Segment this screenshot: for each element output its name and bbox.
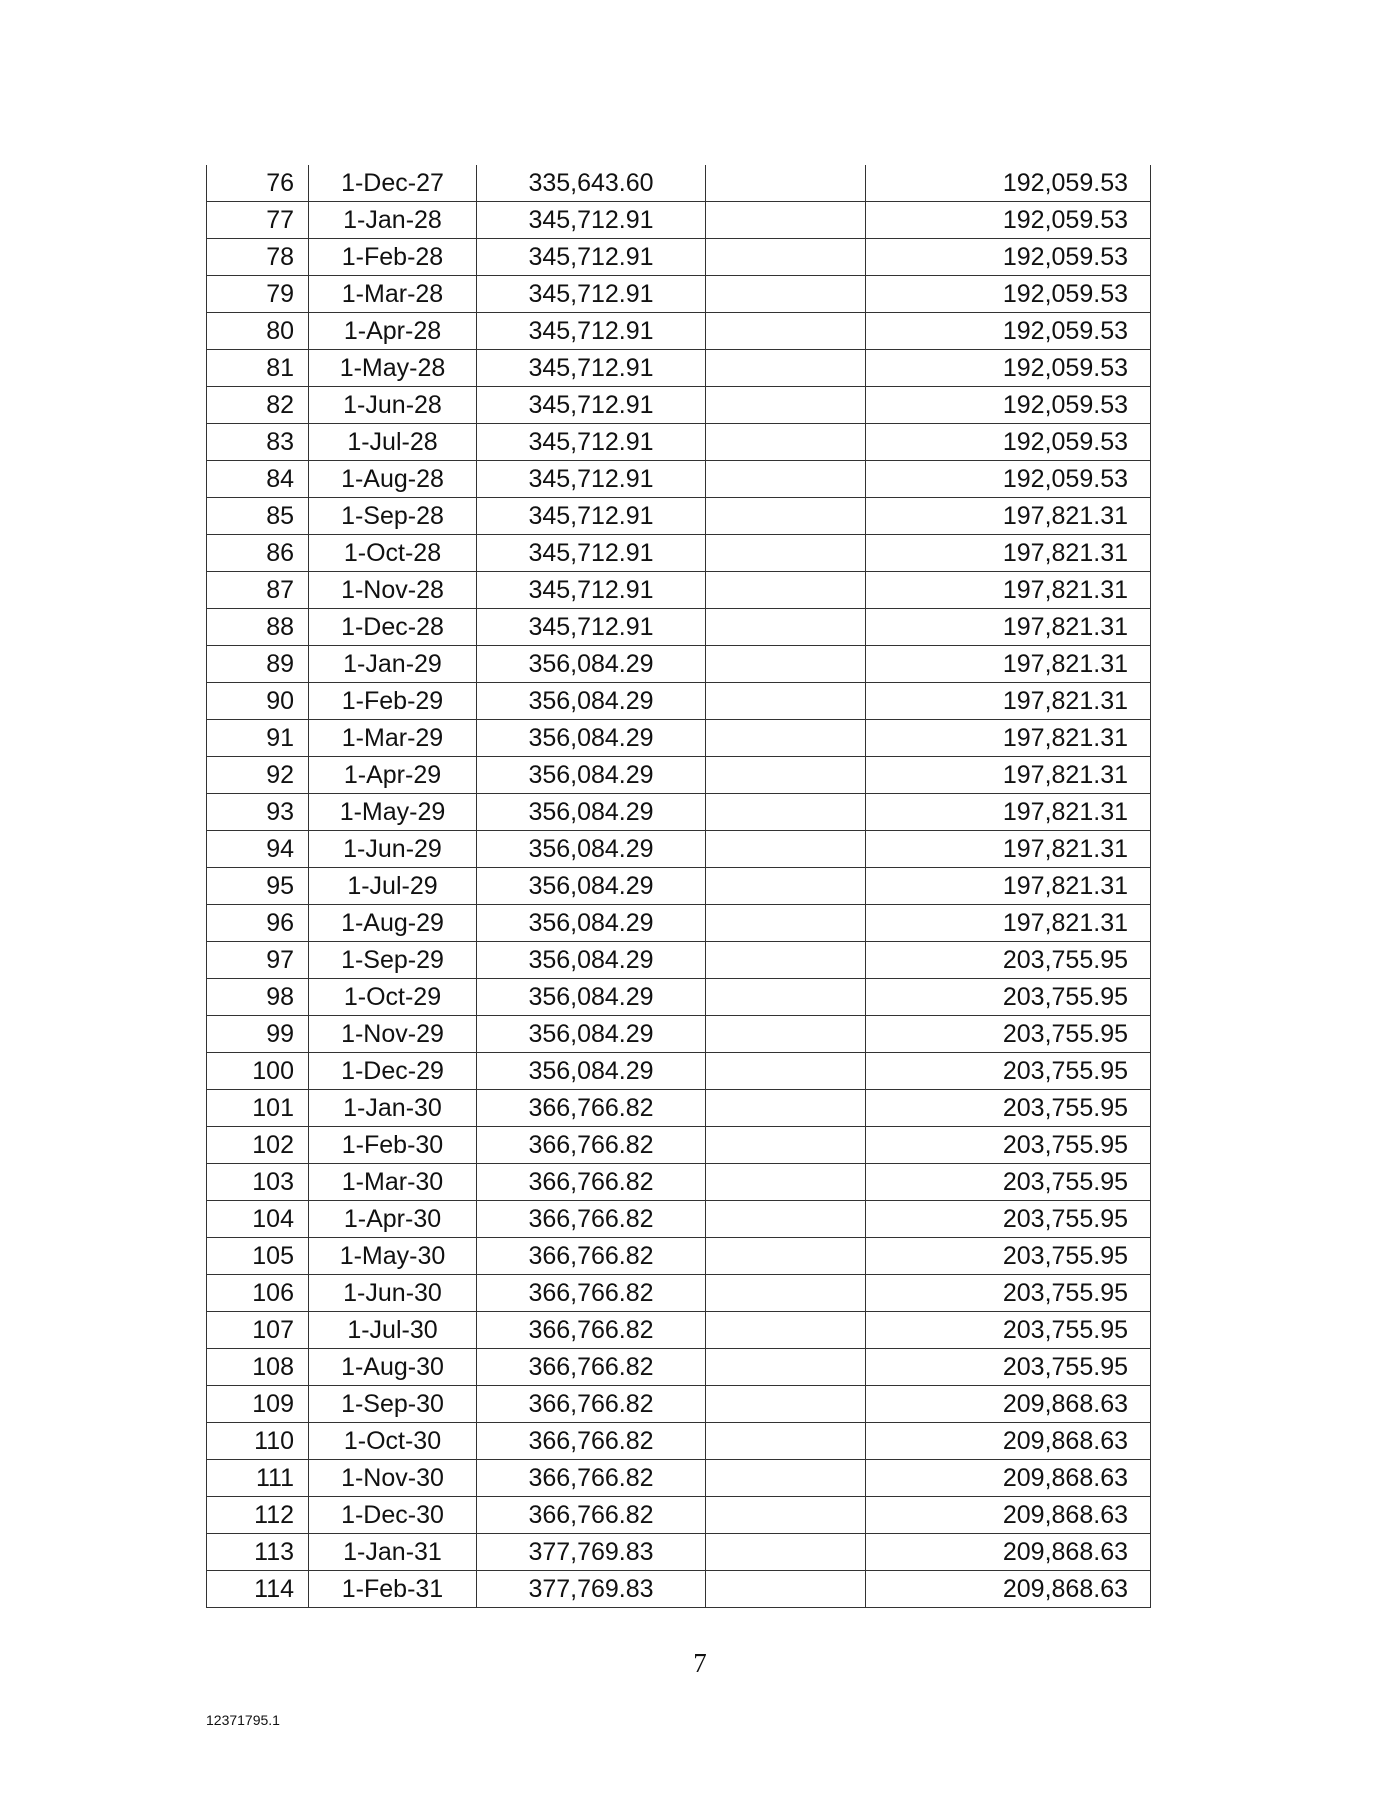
amount-cell: 366,766.82 — [477, 1238, 706, 1275]
amount-2-cell: 192,059.53 — [866, 313, 1151, 350]
table-row — [207, 572, 1151, 609]
amount-2-cell: 209,868.63 — [866, 1460, 1151, 1497]
table-row — [207, 1090, 1151, 1127]
amount-2-cell: 209,868.63 — [866, 1423, 1151, 1460]
amount-2-cell: 203,755.95 — [866, 1349, 1151, 1386]
table-row — [207, 1127, 1151, 1164]
amount-cell: 366,766.82 — [477, 1090, 706, 1127]
empty-cell — [706, 1312, 866, 1349]
table-row — [207, 1016, 1151, 1053]
date-cell: 1-Jul-28 — [309, 424, 477, 461]
row-number-cell: 78 — [207, 239, 309, 276]
amount-2-cell: 203,755.95 — [866, 1238, 1151, 1275]
amount-cell: 345,712.91 — [477, 202, 706, 239]
empty-cell — [706, 535, 866, 572]
row-number-cell: 101 — [207, 1090, 309, 1127]
date-cell: 1-Nov-29 — [309, 1016, 477, 1053]
row-number-cell: 88 — [207, 609, 309, 646]
table-row — [207, 1497, 1151, 1534]
table-row — [207, 276, 1151, 313]
date-cell: 1-Sep-29 — [309, 942, 477, 979]
amount-cell: 356,084.29 — [477, 979, 706, 1016]
empty-cell — [706, 1275, 866, 1312]
table-row — [207, 757, 1151, 794]
row-number-cell: 111 — [207, 1460, 309, 1497]
row-number-cell: 97 — [207, 942, 309, 979]
table-row — [207, 1238, 1151, 1275]
table-row — [207, 1053, 1151, 1090]
table-row — [207, 313, 1151, 350]
table-row — [207, 868, 1151, 905]
amount-cell: 345,712.91 — [477, 350, 706, 387]
empty-cell — [706, 350, 866, 387]
empty-cell — [706, 720, 866, 757]
amount-cell: 345,712.91 — [477, 498, 706, 535]
empty-cell — [706, 1127, 866, 1164]
amount-cell: 366,766.82 — [477, 1460, 706, 1497]
table-row — [207, 1386, 1151, 1423]
amount-cell: 366,766.82 — [477, 1201, 706, 1238]
date-cell: 1-May-29 — [309, 794, 477, 831]
table-row — [207, 1349, 1151, 1386]
date-cell: 1-Sep-30 — [309, 1386, 477, 1423]
row-number-cell: 82 — [207, 387, 309, 424]
table-row — [207, 165, 1151, 202]
document-id: 12371795.1 — [206, 1712, 280, 1728]
row-number-cell: 98 — [207, 979, 309, 1016]
table-row — [207, 461, 1151, 498]
amount-cell: 366,766.82 — [477, 1349, 706, 1386]
amount-cell: 366,766.82 — [477, 1275, 706, 1312]
amount-cell: 356,084.29 — [477, 683, 706, 720]
empty-cell — [706, 1460, 866, 1497]
empty-cell — [706, 979, 866, 1016]
amount-2-cell: 203,755.95 — [866, 1201, 1151, 1238]
date-cell: 1-Mar-29 — [309, 720, 477, 757]
amount-2-cell: 203,755.95 — [866, 979, 1151, 1016]
date-cell: 1-Feb-31 — [309, 1571, 477, 1608]
row-number-cell: 105 — [207, 1238, 309, 1275]
schedule-table — [206, 165, 1151, 1608]
table-row — [207, 239, 1151, 276]
row-number-cell: 102 — [207, 1127, 309, 1164]
date-cell: 1-Apr-28 — [309, 313, 477, 350]
table-row — [207, 424, 1151, 461]
amount-2-cell: 197,821.31 — [866, 572, 1151, 609]
date-cell: 1-Nov-30 — [309, 1460, 477, 1497]
row-number-cell: 108 — [207, 1349, 309, 1386]
date-cell: 1-Mar-30 — [309, 1164, 477, 1201]
date-cell: 1-Jan-28 — [309, 202, 477, 239]
empty-cell — [706, 831, 866, 868]
row-number-cell: 87 — [207, 572, 309, 609]
empty-cell — [706, 461, 866, 498]
amount-cell: 366,766.82 — [477, 1127, 706, 1164]
row-number-cell: 86 — [207, 535, 309, 572]
amount-2-cell: 209,868.63 — [866, 1386, 1151, 1423]
empty-cell — [706, 1497, 866, 1534]
row-number-cell: 85 — [207, 498, 309, 535]
date-cell: 1-Dec-28 — [309, 609, 477, 646]
amount-2-cell: 192,059.53 — [866, 202, 1151, 239]
amount-cell: 345,712.91 — [477, 535, 706, 572]
row-number-cell: 89 — [207, 646, 309, 683]
date-cell: 1-May-28 — [309, 350, 477, 387]
row-number-cell: 104 — [207, 1201, 309, 1238]
row-number-cell: 109 — [207, 1386, 309, 1423]
table-row — [207, 1423, 1151, 1460]
empty-cell — [706, 609, 866, 646]
table-row — [207, 1164, 1151, 1201]
table-row — [207, 498, 1151, 535]
empty-cell — [706, 498, 866, 535]
date-cell: 1-Oct-28 — [309, 535, 477, 572]
amount-2-cell: 192,059.53 — [866, 350, 1151, 387]
amount-2-cell: 209,868.63 — [866, 1571, 1151, 1608]
row-number-cell: 83 — [207, 424, 309, 461]
table-row — [207, 1534, 1151, 1571]
date-cell: 1-Apr-30 — [309, 1201, 477, 1238]
empty-cell — [706, 1164, 866, 1201]
amount-cell: 335,643.60 — [477, 165, 706, 202]
date-cell: 1-Apr-29 — [309, 757, 477, 794]
amount-2-cell: 197,821.31 — [866, 905, 1151, 942]
amount-2-cell: 197,821.31 — [866, 535, 1151, 572]
table-row — [207, 720, 1151, 757]
row-number-cell: 95 — [207, 868, 309, 905]
table-row — [207, 905, 1151, 942]
amount-2-cell: 203,755.95 — [866, 1312, 1151, 1349]
amount-2-cell: 203,755.95 — [866, 942, 1151, 979]
date-cell: 1-Aug-29 — [309, 905, 477, 942]
row-number-cell: 80 — [207, 313, 309, 350]
date-cell: 1-Jun-28 — [309, 387, 477, 424]
table-row — [207, 831, 1151, 868]
date-cell: 1-Feb-30 — [309, 1127, 477, 1164]
amount-cell: 377,769.83 — [477, 1571, 706, 1608]
row-number-cell: 100 — [207, 1053, 309, 1090]
amount-cell: 356,084.29 — [477, 757, 706, 794]
date-cell: 1-Jun-29 — [309, 831, 477, 868]
amount-2-cell: 192,059.53 — [866, 276, 1151, 313]
amount-cell: 356,084.29 — [477, 831, 706, 868]
amount-cell: 366,766.82 — [477, 1164, 706, 1201]
empty-cell — [706, 1201, 866, 1238]
amount-cell: 345,712.91 — [477, 461, 706, 498]
date-cell: 1-Oct-29 — [309, 979, 477, 1016]
date-cell: 1-Jul-30 — [309, 1312, 477, 1349]
empty-cell — [706, 1534, 866, 1571]
amount-2-cell: 203,755.95 — [866, 1016, 1151, 1053]
table-row — [207, 979, 1151, 1016]
row-number-cell: 94 — [207, 831, 309, 868]
empty-cell — [706, 276, 866, 313]
amount-2-cell: 203,755.95 — [866, 1127, 1151, 1164]
empty-cell — [706, 942, 866, 979]
date-cell: 1-Jun-30 — [309, 1275, 477, 1312]
date-cell: 1-Jul-29 — [309, 868, 477, 905]
empty-cell — [706, 387, 866, 424]
empty-cell — [706, 1238, 866, 1275]
amount-2-cell: 209,868.63 — [866, 1497, 1151, 1534]
amount-cell: 345,712.91 — [477, 609, 706, 646]
row-number-cell: 84 — [207, 461, 309, 498]
table-row — [207, 794, 1151, 831]
empty-cell — [706, 1571, 866, 1608]
amount-cell: 366,766.82 — [477, 1312, 706, 1349]
row-number-cell: 90 — [207, 683, 309, 720]
table-row — [207, 535, 1151, 572]
empty-cell — [706, 757, 866, 794]
date-cell: 1-Feb-29 — [309, 683, 477, 720]
empty-cell — [706, 1423, 866, 1460]
amount-cell: 366,766.82 — [477, 1423, 706, 1460]
table-row — [207, 609, 1151, 646]
table-row — [207, 646, 1151, 683]
amount-2-cell: 197,821.31 — [866, 831, 1151, 868]
row-number-cell: 99 — [207, 1016, 309, 1053]
page-number: 7 — [693, 1648, 707, 1678]
amount-2-cell: 192,059.53 — [866, 461, 1151, 498]
empty-cell — [706, 1090, 866, 1127]
empty-cell — [706, 239, 866, 276]
empty-cell — [706, 313, 866, 350]
empty-cell — [706, 794, 866, 831]
empty-cell — [706, 165, 866, 202]
date-cell: 1-Jan-29 — [309, 646, 477, 683]
row-number-cell: 79 — [207, 276, 309, 313]
date-cell: 1-Oct-30 — [309, 1423, 477, 1460]
row-number-cell: 110 — [207, 1423, 309, 1460]
amount-2-cell: 209,868.63 — [866, 1534, 1151, 1571]
date-cell: 1-Dec-30 — [309, 1497, 477, 1534]
row-number-cell: 114 — [207, 1571, 309, 1608]
empty-cell — [706, 424, 866, 461]
amount-2-cell: 192,059.53 — [866, 165, 1151, 202]
amount-cell: 356,084.29 — [477, 646, 706, 683]
amount-2-cell: 192,059.53 — [866, 387, 1151, 424]
schedule-table-body — [207, 165, 1151, 1608]
amount-cell: 356,084.29 — [477, 868, 706, 905]
table-row — [207, 1312, 1151, 1349]
amount-2-cell: 203,755.95 — [866, 1275, 1151, 1312]
amount-2-cell: 197,821.31 — [866, 609, 1151, 646]
amount-2-cell: 197,821.31 — [866, 794, 1151, 831]
amount-cell: 377,769.83 — [477, 1534, 706, 1571]
amount-2-cell: 192,059.53 — [866, 424, 1151, 461]
row-number-cell: 103 — [207, 1164, 309, 1201]
amount-cell: 345,712.91 — [477, 313, 706, 350]
date-cell: 1-Dec-27 — [309, 165, 477, 202]
row-number-cell: 93 — [207, 794, 309, 831]
row-number-cell: 92 — [207, 757, 309, 794]
row-number-cell: 96 — [207, 905, 309, 942]
date-cell: 1-Jan-31 — [309, 1534, 477, 1571]
table-row — [207, 1201, 1151, 1238]
table-row — [207, 1460, 1151, 1497]
amount-2-cell: 203,755.95 — [866, 1053, 1151, 1090]
amount-cell: 356,084.29 — [477, 1053, 706, 1090]
date-cell: 1-Jan-30 — [309, 1090, 477, 1127]
amount-cell: 356,084.29 — [477, 1016, 706, 1053]
table-row — [207, 942, 1151, 979]
date-cell: 1-Mar-28 — [309, 276, 477, 313]
amount-cell: 345,712.91 — [477, 239, 706, 276]
empty-cell — [706, 905, 866, 942]
empty-cell — [706, 1016, 866, 1053]
amount-cell: 366,766.82 — [477, 1497, 706, 1534]
table-row — [207, 1275, 1151, 1312]
empty-cell — [706, 572, 866, 609]
amount-2-cell: 203,755.95 — [866, 1090, 1151, 1127]
date-cell: 1-Dec-29 — [309, 1053, 477, 1090]
row-number-cell: 107 — [207, 1312, 309, 1349]
row-number-cell: 106 — [207, 1275, 309, 1312]
empty-cell — [706, 683, 866, 720]
row-number-cell: 81 — [207, 350, 309, 387]
date-cell: 1-Aug-28 — [309, 461, 477, 498]
amount-2-cell: 197,821.31 — [866, 498, 1151, 535]
table-row — [207, 683, 1151, 720]
empty-cell — [706, 202, 866, 239]
row-number-cell: 76 — [207, 165, 309, 202]
date-cell: 1-Sep-28 — [309, 498, 477, 535]
amount-cell: 345,712.91 — [477, 424, 706, 461]
amount-cell: 345,712.91 — [477, 572, 706, 609]
row-number-cell: 113 — [207, 1534, 309, 1571]
table-row — [207, 202, 1151, 239]
table-row — [207, 1571, 1151, 1608]
amount-cell: 356,084.29 — [477, 942, 706, 979]
date-cell: 1-Nov-28 — [309, 572, 477, 609]
amount-2-cell: 197,821.31 — [866, 757, 1151, 794]
date-cell: 1-Aug-30 — [309, 1349, 477, 1386]
empty-cell — [706, 1053, 866, 1090]
amount-cell: 356,084.29 — [477, 794, 706, 831]
table-row — [207, 350, 1151, 387]
empty-cell — [706, 646, 866, 683]
row-number-cell: 91 — [207, 720, 309, 757]
date-cell: 1-May-30 — [309, 1238, 477, 1275]
row-number-cell: 77 — [207, 202, 309, 239]
amount-2-cell: 197,821.31 — [866, 868, 1151, 905]
amount-cell: 345,712.91 — [477, 276, 706, 313]
amount-cell: 356,084.29 — [477, 905, 706, 942]
amount-cell: 345,712.91 — [477, 387, 706, 424]
empty-cell — [706, 1349, 866, 1386]
amount-2-cell: 192,059.53 — [866, 239, 1151, 276]
row-number-cell: 112 — [207, 1497, 309, 1534]
table-row — [207, 387, 1151, 424]
amount-2-cell: 197,821.31 — [866, 646, 1151, 683]
amount-2-cell: 197,821.31 — [866, 720, 1151, 757]
empty-cell — [706, 1386, 866, 1423]
amount-cell: 356,084.29 — [477, 720, 706, 757]
empty-cell — [706, 868, 866, 905]
date-cell: 1-Feb-28 — [309, 239, 477, 276]
amount-2-cell: 197,821.31 — [866, 683, 1151, 720]
amount-2-cell: 203,755.95 — [866, 1164, 1151, 1201]
amount-cell: 366,766.82 — [477, 1386, 706, 1423]
